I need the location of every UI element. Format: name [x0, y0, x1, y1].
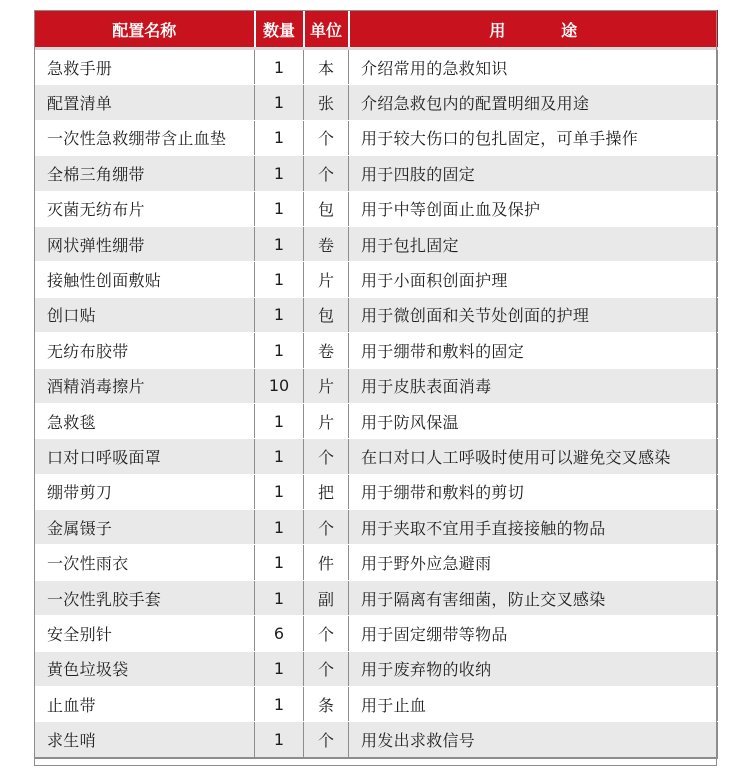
cell-unit: 把: [304, 474, 349, 509]
cell-qty: 6: [255, 616, 304, 651]
cell-name: 绷带剪刀: [35, 474, 255, 509]
header-use-label: 用 途: [489, 20, 578, 40]
cell-qty: 1: [255, 49, 304, 85]
header-qty: 数量: [255, 11, 304, 49]
cell-name: 急救手册: [35, 49, 255, 85]
cell-name: 灭菌无纺布片: [35, 191, 255, 226]
cell-qty: 1: [255, 545, 304, 580]
table-row: [35, 687, 718, 722]
cell-qty: 1: [255, 580, 304, 615]
header-use: [349, 11, 718, 49]
cell-name: 一次性雨衣: [35, 545, 255, 580]
cell-qty: 1: [255, 226, 304, 261]
cell-name: 网状弹性绷带: [35, 226, 255, 261]
cell-name: 无纺布胶带: [35, 333, 255, 368]
cell-unit: 本: [304, 49, 349, 85]
cell-use: 介绍常用的急救知识: [349, 49, 718, 85]
cell-qty: 10: [255, 368, 304, 403]
table-row: [35, 85, 718, 120]
cell-use: 用于止血: [349, 687, 718, 722]
cell-name: 求生哨: [35, 722, 255, 758]
cell-name: 口对口呼吸面罩: [35, 439, 255, 474]
header-name: 配置名称: [35, 11, 255, 49]
header-row: [35, 11, 718, 49]
cell-name: 金属镊子: [35, 510, 255, 545]
cell-name: 酒精消毒擦片: [35, 368, 255, 403]
table-row: [35, 580, 718, 615]
cell-use: 用发出求救信号: [349, 722, 718, 758]
table-row: [35, 403, 718, 438]
table-row: [35, 191, 718, 226]
cell-use: 用于微创面和关节处创面的护理: [349, 297, 718, 332]
cell-unit: 个: [304, 120, 349, 155]
cell-qty: 1: [255, 262, 304, 297]
table-row: [35, 49, 718, 85]
cell-qty: 1: [255, 85, 304, 120]
table-row: [35, 545, 718, 580]
table-row: [35, 333, 718, 368]
cell-unit: 包: [304, 191, 349, 226]
cell-name: 黄色垃圾袋: [35, 651, 255, 686]
cell-use: 用于野外应急避雨: [349, 545, 718, 580]
cell-qty: 1: [255, 156, 304, 191]
table-row: [35, 226, 718, 261]
cell-qty: 1: [255, 651, 304, 686]
cell-unit: 个: [304, 616, 349, 651]
cell-unit: 卷: [304, 226, 349, 261]
cell-use: 用于夹取不宜用手直接接触的物品: [349, 510, 718, 545]
cell-unit: 个: [304, 439, 349, 474]
cell-unit: 件: [304, 545, 349, 580]
cell-use: 用于包扎固定: [349, 226, 718, 261]
table-row: [35, 616, 718, 651]
cell-qty: 1: [255, 722, 304, 758]
cell-qty: 1: [255, 687, 304, 722]
cell-use: 用于防风保温: [349, 403, 718, 438]
cell-use: 用于废弃物的收纳: [349, 651, 718, 686]
cell-unit: 片: [304, 262, 349, 297]
cell-name: 创口贴: [35, 297, 255, 332]
cell-unit: 片: [304, 403, 349, 438]
cell-unit: 卷: [304, 333, 349, 368]
table-row: [35, 722, 718, 758]
cell-qty: 1: [255, 403, 304, 438]
cell-name: 止血带: [35, 687, 255, 722]
cell-use: 用于隔离有害细菌，防止交叉感染: [349, 580, 718, 615]
cell-qty: 1: [255, 439, 304, 474]
cell-name: 急救毯: [35, 403, 255, 438]
cell-name: 安全别针: [35, 616, 255, 651]
cell-qty: 1: [255, 510, 304, 545]
cell-unit: 副: [304, 580, 349, 615]
cell-name: 一次性乳胶手套: [35, 580, 255, 615]
config-table: [34, 10, 718, 759]
table-row: [35, 297, 718, 332]
table-row: [35, 474, 718, 509]
cell-use: 用于四肢的固定: [349, 156, 718, 191]
cell-unit: 个: [304, 156, 349, 191]
cell-unit: 个: [304, 510, 349, 545]
cell-unit: 包: [304, 297, 349, 332]
table-row: [35, 510, 718, 545]
header-unit: 单位: [304, 11, 349, 49]
cell-unit: 张: [304, 85, 349, 120]
cell-name: 接触性创面敷贴: [35, 262, 255, 297]
cell-use: 用于固定绷带等物品: [349, 616, 718, 651]
cell-qty: 1: [255, 333, 304, 368]
cell-qty: 1: [255, 120, 304, 155]
config-table-container: [34, 10, 717, 759]
cell-use: 用于中等创面止血及保护: [349, 191, 718, 226]
table-header: [35, 11, 718, 49]
cell-use: 在口对口人工呼吸时使用可以避免交叉感染: [349, 439, 718, 474]
cell-use: 用于较大伤口的包扎固定，可单手操作: [349, 120, 718, 155]
table-row: [35, 120, 718, 155]
cell-unit: 个: [304, 651, 349, 686]
cell-use: 用于小面积创面护理: [349, 262, 718, 297]
cell-name: 全棉三角绷带: [35, 156, 255, 191]
cell-use: 介绍急救包内的配置明细及用途: [349, 85, 718, 120]
cell-use: 用于绷带和敷料的固定: [349, 333, 718, 368]
table-row: [35, 262, 718, 297]
cell-qty: 1: [255, 474, 304, 509]
cell-unit: 条: [304, 687, 349, 722]
table-row: [35, 651, 718, 686]
cell-name: 配置清单: [35, 85, 255, 120]
cell-unit: 片: [304, 368, 349, 403]
cell-use: 用于皮肤表面消毒: [349, 368, 718, 403]
cell-qty: 1: [255, 191, 304, 226]
cell-name: 一次性急救绷带含止血垫: [35, 120, 255, 155]
cell-use: 用于绷带和敷料的剪切: [349, 474, 718, 509]
table-body: [35, 49, 718, 758]
table-row: [35, 368, 718, 403]
cell-qty: 1: [255, 297, 304, 332]
table-row: [35, 156, 718, 191]
table-row: [35, 439, 718, 474]
cell-unit: 个: [304, 722, 349, 758]
